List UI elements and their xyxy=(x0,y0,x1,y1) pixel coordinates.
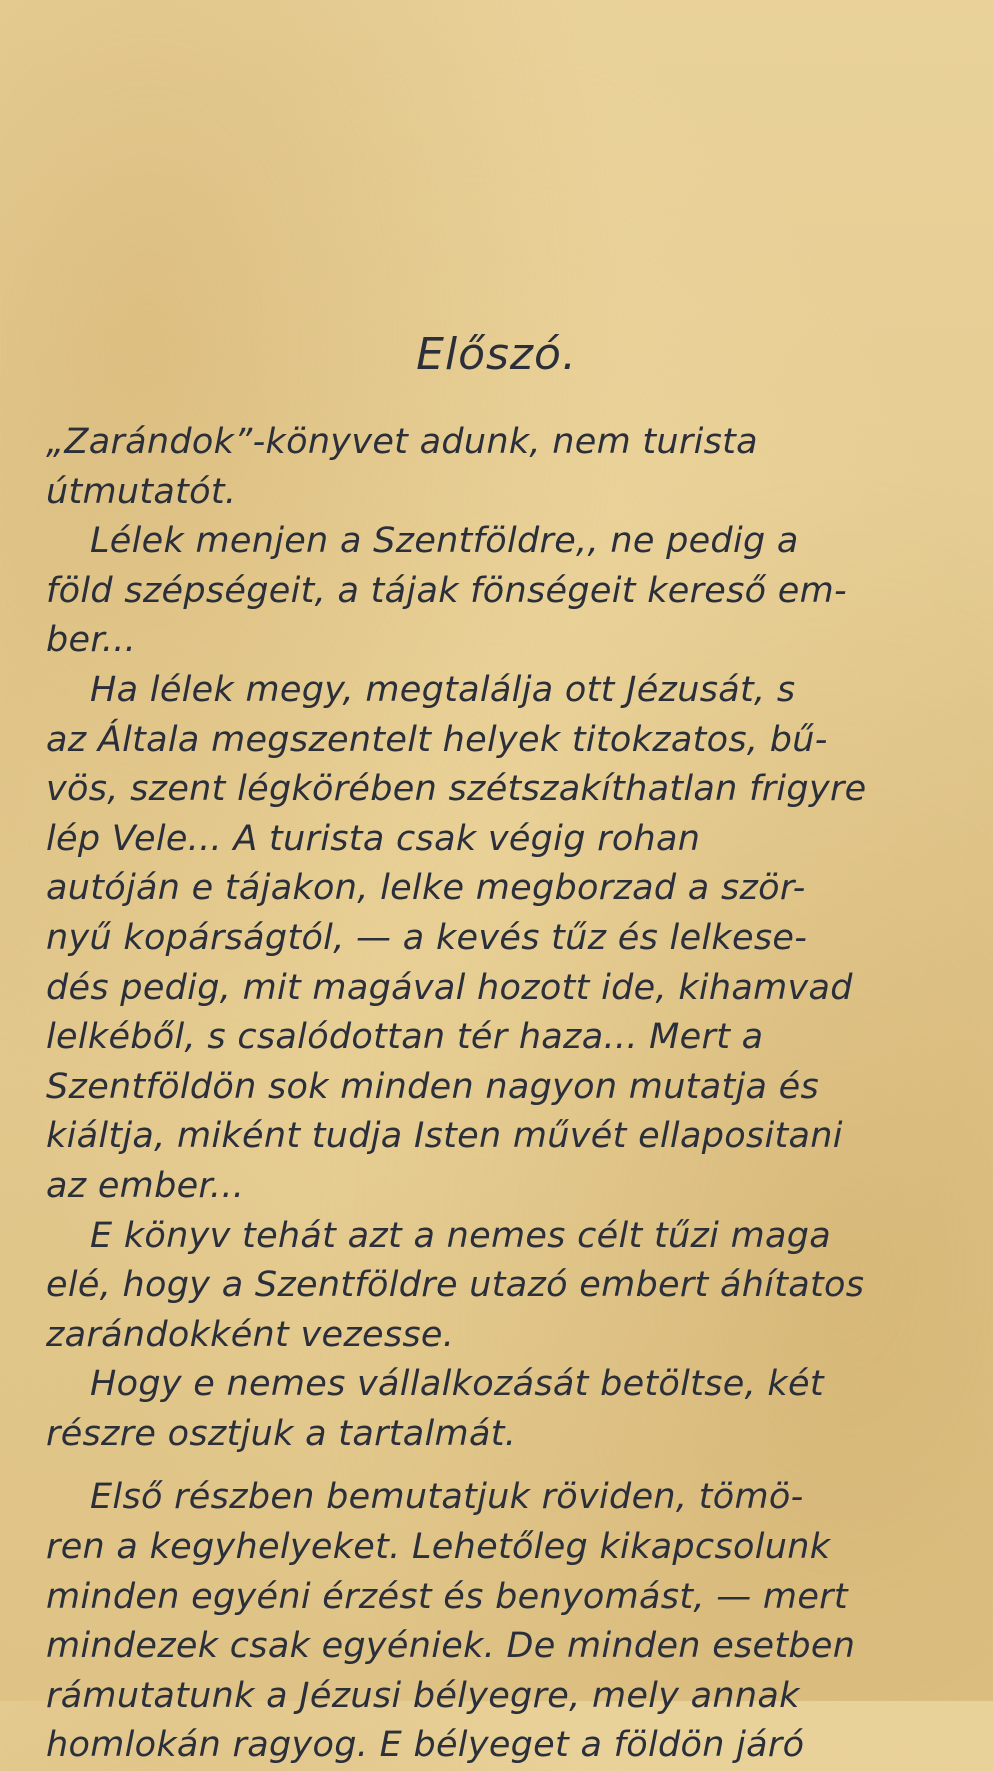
line-text: lelkéből, s csalódottan tér haza... Mert a xyxy=(46,1017,764,1058)
text-line xyxy=(46,468,960,518)
text-line xyxy=(46,1311,960,1361)
line-text: lép Vele... A turista csak végig rohan xyxy=(46,818,701,859)
text-line xyxy=(46,666,960,716)
line-text: föld szépségeit, a tájak fönségeit kereső em- xyxy=(46,570,847,611)
line-text: részre osztjuk a tartalmát. xyxy=(46,1413,517,1454)
line-text: az ember... xyxy=(46,1165,245,1206)
line-text: mindezek csak egyéniek. De minden esetben xyxy=(46,1626,856,1667)
paragraph-gap xyxy=(46,1459,960,1473)
line-text: Lélek menjen a Szentföldre,, ne pedig a xyxy=(90,521,799,562)
text-line xyxy=(46,1410,960,1460)
text-line xyxy=(46,1721,960,1771)
text-line xyxy=(46,1523,960,1573)
line-text: autóján e tájakon, lelke megborzad a ször- xyxy=(46,868,806,909)
text-line xyxy=(46,1622,960,1672)
line-text: vös, szent légkörében szétszakíthatlan frigyre xyxy=(46,769,867,810)
line-text: Ha lélek megy, megtalálja ott Jézusát, s xyxy=(90,669,796,710)
text-line xyxy=(46,716,960,766)
line-text: homlokán ragyog. E bélyeget a földön járó xyxy=(46,1725,805,1766)
line-text: útmutatót. xyxy=(46,471,237,512)
line-text: minden egyéni érzést és benyomást, — mert xyxy=(46,1576,848,1617)
text-line xyxy=(46,517,960,567)
text-line xyxy=(46,1261,960,1311)
line-text: rámutatunk a Jézusi bélyegre, mely annak xyxy=(46,1675,800,1716)
text-line xyxy=(46,815,960,865)
text-line xyxy=(46,418,960,468)
text-line xyxy=(46,765,960,815)
text-line xyxy=(46,1162,960,1212)
line-text: kiáltja, miként tudja Isten művét ellapositani xyxy=(46,1116,843,1157)
preface-text xyxy=(46,418,960,1771)
text-line xyxy=(46,567,960,617)
text-line xyxy=(46,1473,960,1523)
line-text: elé, hogy a Szentföldre utazó embert áhítatos xyxy=(46,1265,865,1306)
text-line xyxy=(46,964,960,1014)
line-text: Szentföldön sok minden nagyon mutatja és xyxy=(46,1066,820,1107)
line-text: „Zarándok”-könyvet adunk, nem turista xyxy=(46,422,758,462)
text-line xyxy=(46,1360,960,1410)
text-line xyxy=(46,1112,960,1162)
text-line xyxy=(46,616,960,666)
line-text: Első részben bemutatjuk röviden, tömö- xyxy=(90,1477,804,1518)
text-line xyxy=(46,864,960,914)
text-line xyxy=(46,1013,960,1063)
line-text: nyű kopárságtól, — a kevés tűz és lelkese- xyxy=(46,917,808,958)
text-line xyxy=(46,1063,960,1113)
text-line xyxy=(46,914,960,964)
line-text: ber... xyxy=(46,620,137,661)
text-line xyxy=(46,1573,960,1623)
text-line xyxy=(46,1212,960,1262)
line-text: dés pedig, mit magával hozott ide, kihamvad xyxy=(46,967,853,1008)
line-text: ren a kegyhelyeket. Lehetőleg kikapcsolunk xyxy=(46,1527,831,1568)
line-text: E könyv tehát azt a nemes célt tűzi maga xyxy=(90,1215,832,1256)
text-line xyxy=(46,1672,960,1722)
line-text: az Általa megszentelt helyek titokzatos, bű- xyxy=(46,719,828,760)
line-text: Hogy e nemes vállalkozását betöltse, két xyxy=(90,1364,824,1405)
page-title: Előszó. xyxy=(416,329,577,380)
line-text: zarándokként vezesse. xyxy=(46,1314,455,1355)
